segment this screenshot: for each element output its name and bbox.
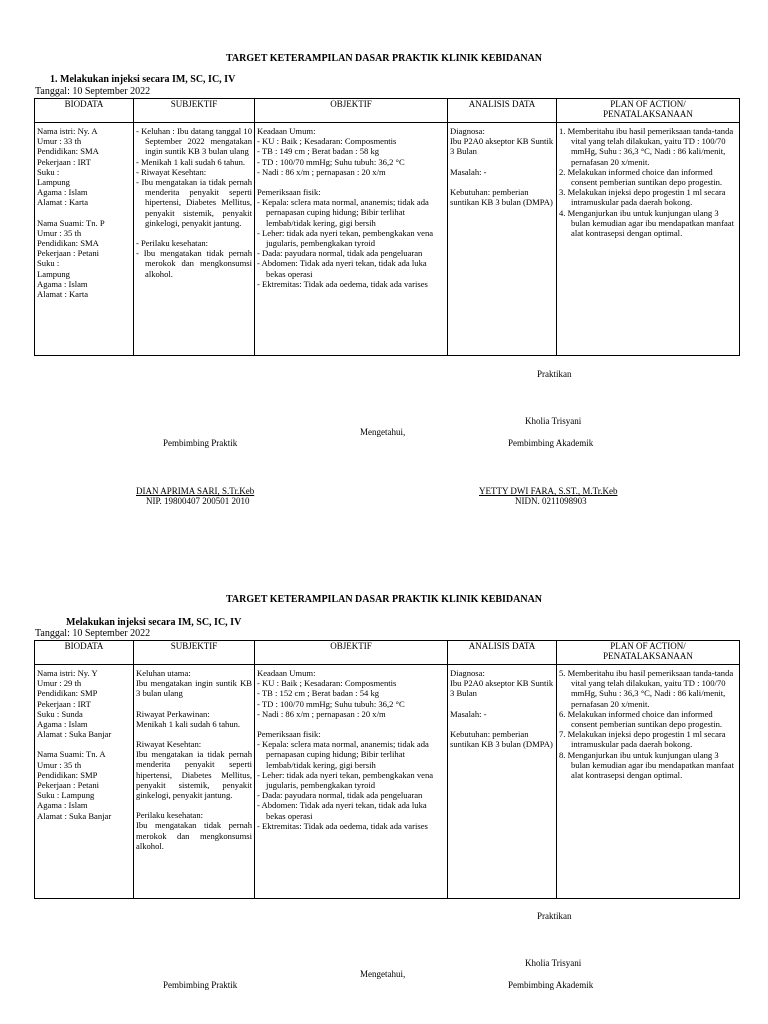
header-objektif: OBJEKTIF — [255, 99, 448, 123]
cell-line: Keluhan utama: — [136, 668, 191, 678]
cell-line: - Ibu mengatakan tidak pernah merokok dan mengkonsumsi alkohol. — [136, 248, 252, 279]
cell-line: Agama : Islam — [37, 719, 88, 730]
cell-line: Lampung — [37, 177, 70, 188]
header-analisis: ANALISIS DATA — [448, 641, 557, 665]
cell-line: Suku : Sunda — [37, 708, 83, 719]
cell-line: - Dada: payudara normal, tidak ada pengeluaran — [257, 248, 423, 259]
section-heading-2: Melakukan injeksi secara IM, SC, IC, IV — [66, 617, 242, 628]
cell-line — [136, 228, 252, 238]
mengetahui-label-2: Mengetahui, — [360, 969, 406, 979]
cell-line: - KU : Baik ; Kesadaran: Composmentis — [257, 136, 397, 147]
cell-line: Nama istri: Ny. A — [37, 126, 98, 136]
cell-line: Pendidikan: SMA — [37, 146, 99, 157]
mengetahui-label: Mengetahui, — [360, 427, 406, 437]
cell-line: Riwayat Perkawinan: — [136, 708, 210, 719]
cell-line: 2. Melakukan informed choice dan informed consent pemberian suntikan depo progestin. — [559, 166, 723, 188]
cell-line: - TD : 100/70 mmHg; Suhu tubuh: 36,2 °C — [257, 156, 405, 167]
cell-line: Alamat : Suka Banjar — [37, 810, 112, 821]
cell-line: Ibu mengatakan ingin suntik KB 3 bulan ulang — [136, 678, 252, 699]
cell-line: - TB : 149 cm ; Berat badan : 58 kg — [257, 146, 380, 157]
analisis-cell — [448, 665, 557, 899]
cell-line — [37, 208, 131, 218]
pembimbing-praktik-nip: NIP. 19800407 200501 2010 — [146, 496, 250, 506]
cell-line: Lampung — [37, 268, 70, 279]
cell-line: Suku : — [37, 258, 60, 269]
plan-cell — [557, 123, 740, 356]
cell-line: 8. Menganjurkan ibu untuk kunjungan ulang 3 bulan kemudian agar ibu mendapatkan manfaat alat kontrasepsi dengan optimal. — [559, 749, 734, 781]
header-biodata: BIODATA — [35, 641, 134, 665]
cell-line: - Leher: tidak ada nyeri tekan, pembengkakan vena jugularis, pembengkakan tyroid — [257, 227, 434, 249]
cell-line: - TB : 152 cm ; Berat badan : 54 kg — [257, 688, 380, 699]
cell-line: - Nadi : 86 x/m ; pernapasan : 20 x/m — [257, 166, 386, 177]
cell-line: Ibu mengatakan tidak pernah merokok dan mengkonsumsi alkohol. — [136, 820, 252, 851]
cell-line: Alamat : Suka Banjar — [37, 729, 112, 740]
cell-line: Diagnosa: — [450, 668, 485, 678]
cell-line: Umur : 35 th — [37, 227, 82, 238]
page-title-2: TARGET KETERAMPILAN DASAR PRAKTIK KLINIK KEBIDANAN — [225, 594, 543, 605]
cell-line: Umur : 35 th — [37, 759, 82, 770]
cell-line: Alamat : Karta — [37, 289, 89, 300]
header-analisis: ANALISIS DATA — [448, 99, 557, 123]
cell-line: - Kepala: sclera mata normal, ananemis; tidak ada pernapasan cuping hidung; Bibir terlihat lembab/tidak kering, gigi bersih — [257, 739, 429, 770]
cell-line: Suku : Lampung — [37, 790, 95, 801]
objektif-cell: Keadaan Umum: - KU : Baik ; Kesadaran: Composmentis - TB : 152 cm ; Berat badan : 54 kg - TD : 100/70 mmHg; Suhu tubuh: 36,2 °C - Nadi : 86 x/m ; pernapasan : 20 x/m Pemeriksaan fisik: - Kepala: sclera mata normal, ananemis; tidak ada pernapasan cuping hidung; Bibir terlihat lembab/tidak kering, gigi bersih - Leher: tidak ada nyeri tekan, pembengkakan vena jugularis, pembengkakan tyroid - Dada: payudara normal, tidak ada pengeluaran - Abdomen: Tidak ada nyeri tekan, tidak ada luka bekas operasi - Ektremitas: Tidak ada oedema, tidak ada varises — [255, 665, 448, 899]
cell-line: 6. Melakukan informed choice dan informed consent pemberian suntikan depo progestin. — [559, 708, 723, 730]
plan-cell — [557, 665, 740, 899]
subjektif-cell — [134, 665, 255, 899]
cell-line: - Perilaku kesehatan: — [136, 238, 209, 249]
header-biodata: BIODATA — [35, 99, 134, 123]
cell-line: Umur : 29 th — [37, 678, 82, 689]
date-label-2: Tanggal: 10 September 2022 — [35, 628, 151, 639]
cell-line: - Ektremitas: Tidak ada oedema, tidak ada varises — [257, 278, 428, 289]
cell-line: - Dada: payudara normal, tidak ada pengeluaran — [257, 790, 423, 801]
cell-line: Pekerjaan : IRT — [37, 698, 91, 709]
cell-line — [136, 699, 252, 709]
cell-line: 5. Memberitahu ibu hasil pemeriksaan tanda-tanda vital yang telah dilakukan, yaitu TD : 100/70 mmHg, Suhu : 36,3 °C, Nadi : 86 kali/menit, pernafasan 20 x/menit. — [559, 668, 734, 709]
praktikan-name: Kholia Trisyani — [525, 416, 582, 426]
objektif-cell: Keadaan Umum: - KU : Baik ; Kesadaran: Composmentis - TB : 149 cm ; Berat badan : 58 kg - TD : 100/70 mmHg; Suhu tubuh: 36,2 °C - Nadi : 86 x/m ; pernapasan : 20 x/m Pemeriksaan fisik: - Kepala: sclera mata normal, ananemis; tidak ada pernapasan cuping hidung; Bibir terlihat lembab/tidak kering, gigi bersih - Leher: tidak ada nyeri tekan, pembengkakan vena jugularis, pembengkakan tyroid - Dada: payudara normal, tidak ada pengeluaran - Abdomen: Tidak ada nyeri tekan, tidak ada luka bekas operasi - Ektremitas: Tidak ada oedema, tidak ada varises — [255, 123, 448, 356]
praktikan-label-2: Praktikan — [537, 911, 572, 921]
cell-line: Suku : — [37, 166, 60, 177]
cell-line: Masalah: - — [450, 166, 487, 177]
cell-line: Kebutuhan: pemberian suntikan KB 3 bulan (DMPA) — [450, 186, 553, 208]
cell-line: - KU : Baik ; Kesadaran: Composmentis — [257, 678, 397, 689]
pembimbing-akademik-name: YETTY DWI FARA, S.ST., M.Tr.Keb — [479, 486, 618, 496]
cell-line: - Keluhan : Ibu datang tanggal 10 September 2022 mengatakan ingin suntik KB 3 bulan ulang — [136, 126, 252, 157]
cell-line: 7. Melakukan injeksi depo progestin 1 ml secara intramuskular pada daerah bokong. — [559, 729, 726, 750]
cell-line: Nama istri: Ny. Y — [37, 668, 98, 678]
cell-line: 4. Menganjurkan ibu untuk kunjungan ulang 3 bulan kemudian agar ibu mendapatkan manfaat alat kontrasepsi dengan optimal. — [559, 207, 734, 239]
cell-line — [450, 699, 554, 709]
header-plan: PLAN OF ACTION/ PENATALAKSANAAN — [557, 641, 740, 665]
cell-line: Nama Suami: Tn. A — [37, 749, 106, 760]
cell-line: Menikah 1 kali sudah 6 tahun. — [136, 718, 241, 729]
header-objektif: OBJEKTIF — [255, 641, 448, 665]
page-title: TARGET KETERAMPILAN DASAR PRAKTIK KLINIK KEBIDANAN — [225, 53, 543, 64]
subjektif-cell — [134, 123, 255, 356]
cell-line: Pekerjaan : Petani — [37, 780, 100, 791]
cell-line — [450, 719, 554, 729]
header-subjektif: SUBJEKTIF — [134, 641, 255, 665]
cell-line: 1. Memberitahu ibu hasil pemeriksaan tanda-tanda vital yang telah dilakukan, yaitu TD : 100/70 mmHg, Suhu : 36,3 °C, Nadi : 86 kali/menit, pernafasan 20 x/menit. — [559, 126, 734, 167]
cell-line: - Ektremitas: Tidak ada oedema, tidak ada varises — [257, 820, 428, 831]
cell-line: - Abdomen: Tidak ada nyeri tekan, tidak ada luka bekas operasi — [257, 258, 427, 279]
cell-line: Agama : Islam — [37, 278, 88, 289]
cell-line: 3. Melakukan injeksi depo progestin 1 ml secara intramuskular pada daerah bokong. — [559, 187, 726, 208]
cell-line: Pekerjaan : IRT — [37, 156, 91, 167]
cell-line: Masalah: - — [450, 708, 487, 719]
cell-line: - Riwayat Kesehtan: — [136, 166, 207, 177]
header-plan: PLAN OF ACTION/ PENATALAKSANAAN — [557, 99, 740, 123]
cell-line: - Menikah 1 kali sudah 6 tahun. — [136, 156, 246, 167]
cell-line: Ibu P2A0 akseptor KB Suntik 3 Bulan — [450, 678, 554, 699]
assessment-table-2 — [34, 640, 740, 899]
pembimbing-akademik-label: Pembimbing Akademik — [508, 438, 594, 448]
cell-line: Pendidikan: SMA — [37, 238, 99, 249]
cell-line: - Kepala: sclera mata normal, ananemis; tidak ada pernapasan cuping hidung; Bibir terlihat lembab/tidak kering, gigi bersih — [257, 197, 429, 228]
cell-line: Diagnosa: — [450, 126, 485, 136]
analisis-cell — [448, 123, 557, 356]
cell-line: Alamat : Karta — [37, 197, 89, 208]
praktikan-label: Praktikan — [537, 369, 572, 379]
cell-line: Pekerjaan : Petani — [37, 248, 100, 259]
pembimbing-praktik-label-2: Pembimbing Praktik — [163, 980, 238, 990]
cell-line: - Nadi : 86 x/m ; pernapasan : 20 x/m — [257, 708, 386, 719]
cell-line — [136, 800, 252, 810]
section-heading: 1. Melakukan injeksi secara IM, SC, IC, IV — [50, 74, 236, 85]
cell-line: Nama Suami: Tn. P — [37, 217, 105, 228]
pembimbing-praktik-name: DIAN APRIMA SARI, S.Tr.Keb — [136, 486, 255, 496]
cell-line: Pendidikan: SMP — [37, 769, 98, 780]
praktikan-name-2: Kholia Trisyani — [525, 958, 582, 968]
cell-line: Umur : 33 th — [37, 136, 82, 147]
cell-line — [37, 739, 131, 749]
cell-line — [450, 177, 554, 187]
cell-line — [136, 729, 252, 739]
header-subjektif: SUBJEKTIF — [134, 99, 255, 123]
cell-line — [450, 157, 554, 167]
pembimbing-akademik-nidn: NIDN. 0211098903 — [515, 496, 587, 506]
assessment-table — [34, 98, 740, 356]
cell-line: - TD : 100/70 mmHg; Suhu tubuh: 36,2 °C — [257, 698, 405, 709]
cell-line: - Abdomen: Tidak ada nyeri tekan, tidak ada luka bekas operasi — [257, 800, 427, 821]
biodata-cell — [35, 123, 134, 356]
date-label: Tanggal: 10 September 2022 — [35, 86, 151, 97]
cell-line: - Leher: tidak ada nyeri tekan, pembengkakan vena jugularis, pembengkakan tyroid — [257, 769, 434, 791]
cell-line: Kebutuhan: pemberian suntikan KB 3 bulan (DMPA) — [450, 728, 553, 750]
cell-line: Agama : Islam — [37, 187, 88, 198]
cell-line: Perilaku kesehatan: — [136, 810, 204, 821]
cell-line: Ibu mengatakan ia tidak pernah menderita penyakit seperti hipertensi, Diabetes Mellitus, penyakit sistemik, penyakit ginkelogi, penyakit jantung. — [136, 749, 252, 801]
cell-line: Agama : Islam — [37, 800, 88, 811]
cell-line: - Ibu mengatakan ia tidak pernah menderita penyakit seperti hipertensi, Diabetes Mellitus, penyakit sistemik, penyakit ginkelogi, penyakit jantung. — [136, 177, 252, 228]
pembimbing-akademik-label-2: Pembimbing Akademik — [508, 980, 594, 990]
pembimbing-praktik-label: Pembimbing Praktik — [163, 438, 238, 448]
biodata-cell — [35, 665, 134, 899]
cell-line: Riwayat Kesehtan: — [136, 739, 202, 750]
cell-line: Pendidikan: SMP — [37, 688, 98, 699]
cell-line: Ibu P2A0 akseptor KB Suntik 3 Bulan — [450, 136, 554, 157]
